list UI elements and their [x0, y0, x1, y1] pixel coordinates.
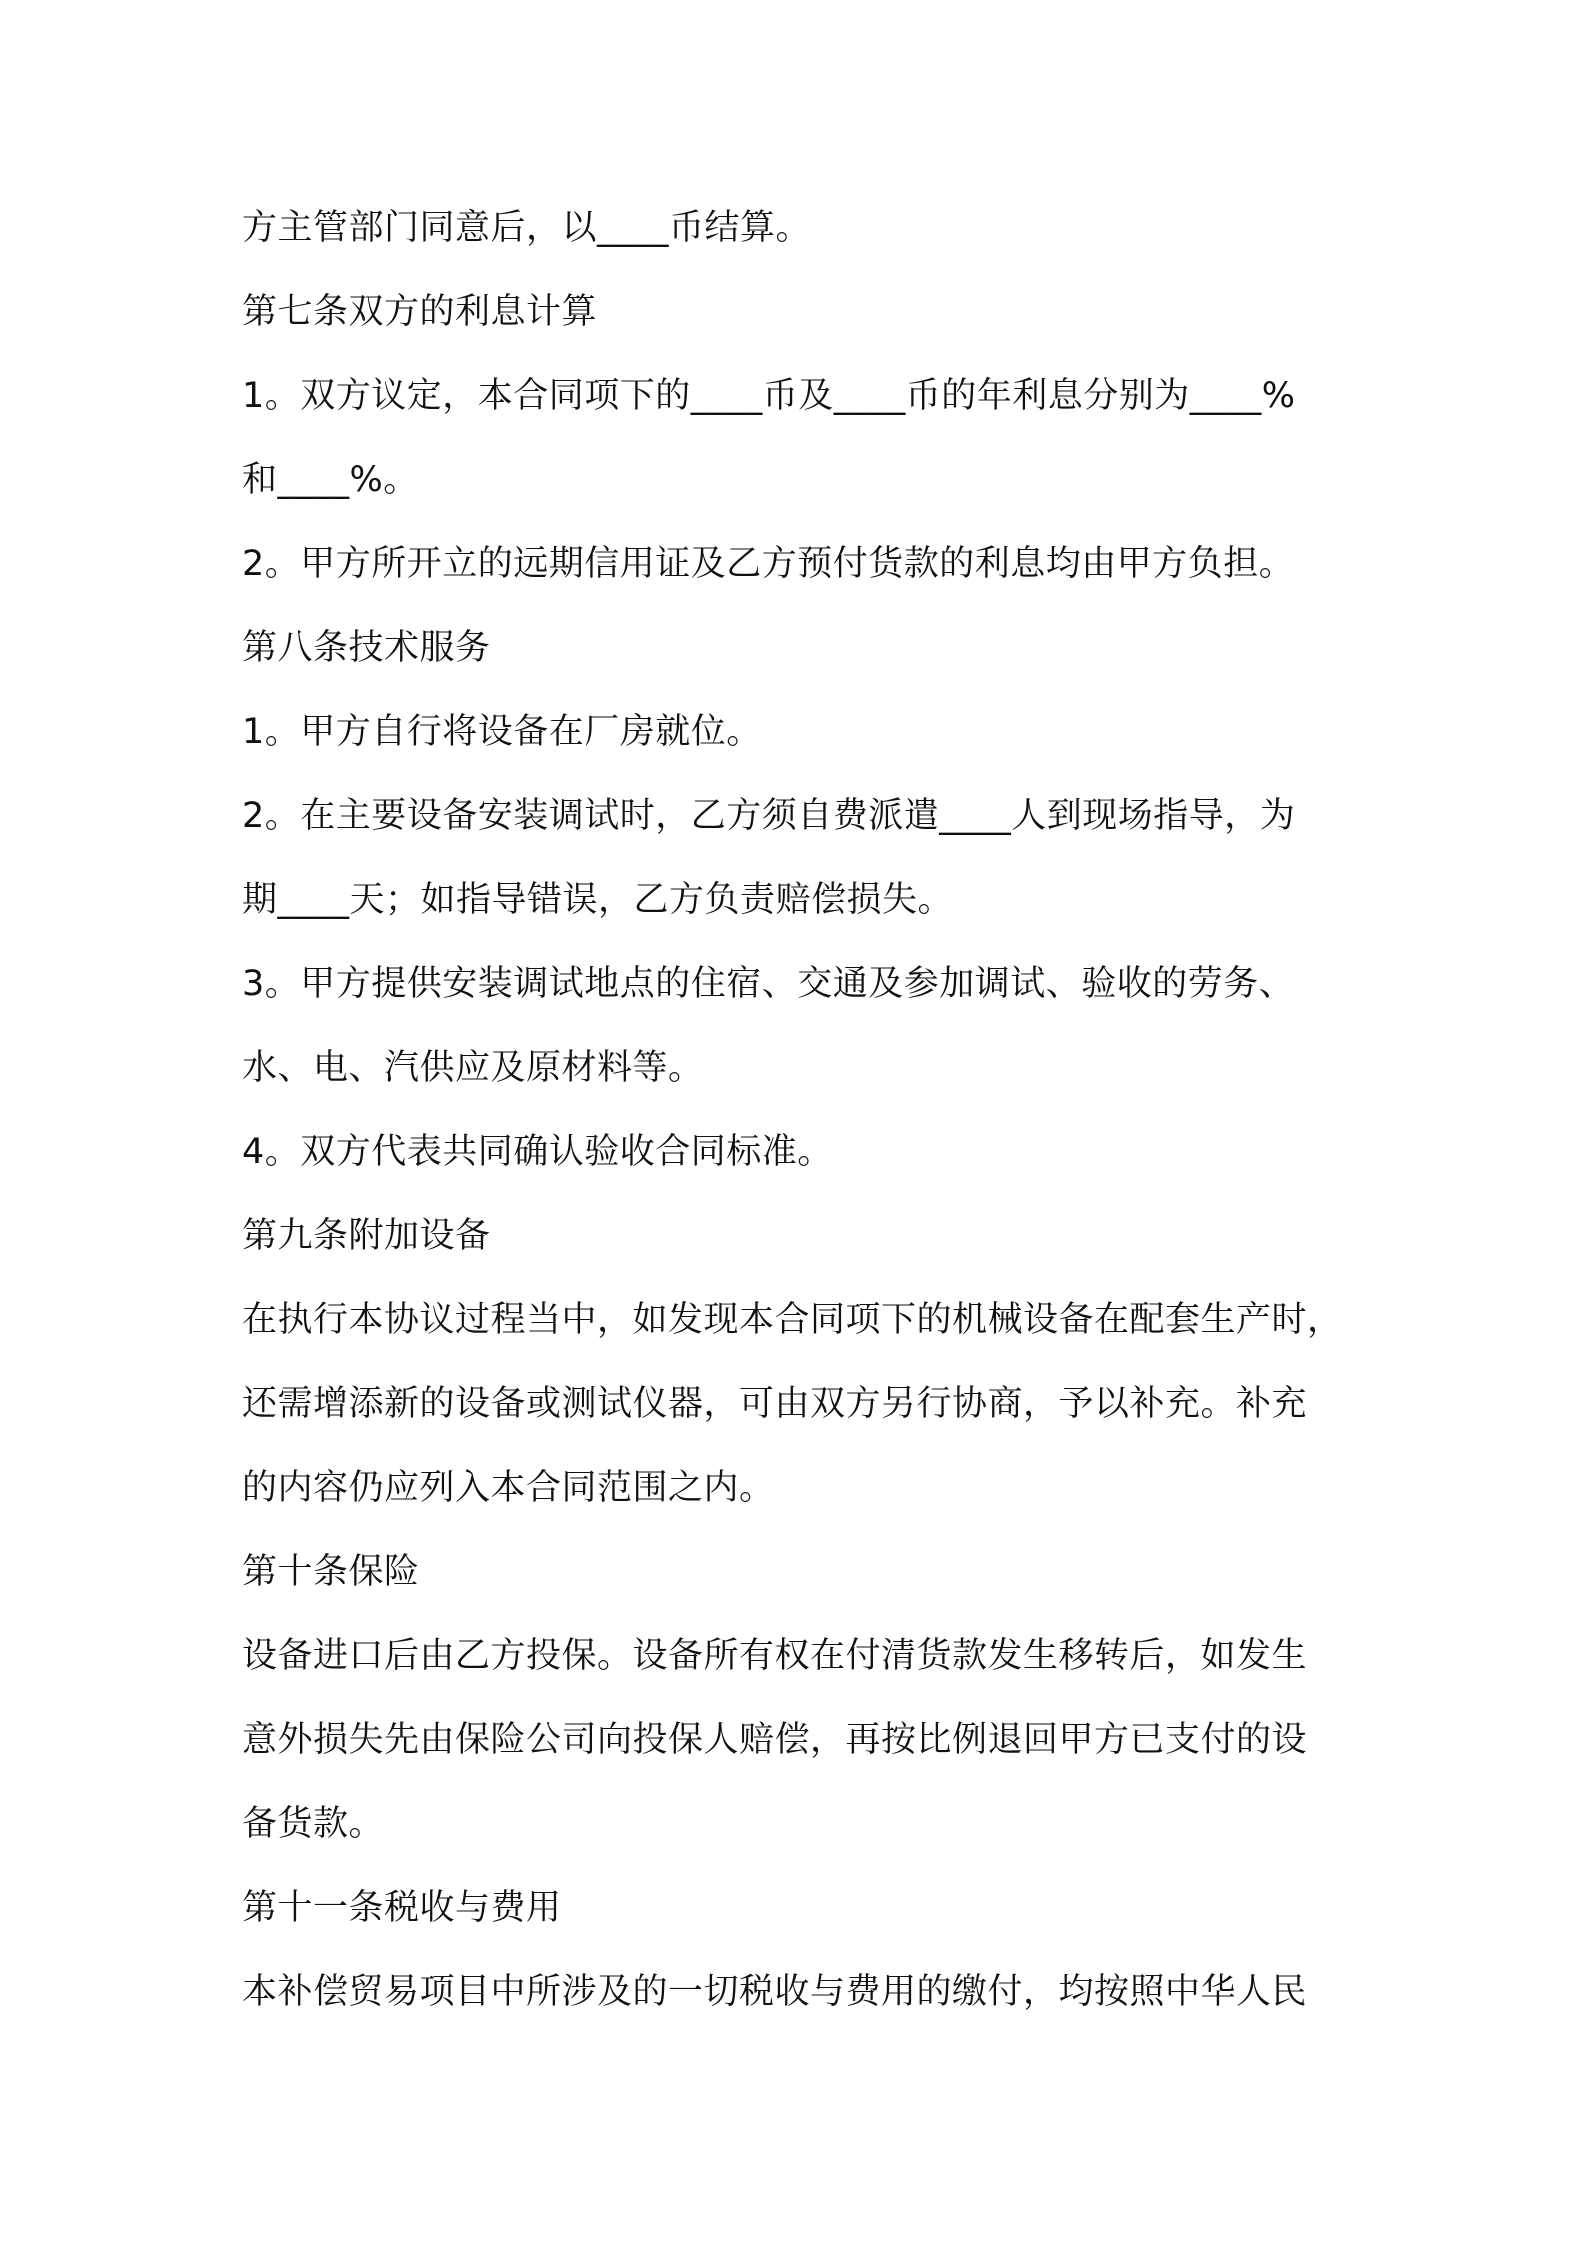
- text-line: 1。双方议定，本合同项下的____币及____币的年利息分别为____%: [242, 376, 1296, 416]
- text-line: 备货款。: [242, 1804, 385, 1844]
- section-heading: 第七条双方的利息计算: [242, 292, 598, 332]
- text-line: 3。甲方提供安装调试地点的住宿、交通及参加调试、验收的劳务、: [242, 964, 1295, 1004]
- text-line: 意外损失先由保险公司向投保人赔偿，再按比例退回甲方已支付的设: [242, 1720, 1308, 1760]
- text-line: 和____%。: [242, 460, 419, 500]
- text-line: 的内容仍应列入本合同范围之内。: [242, 1468, 775, 1508]
- section-heading: 第十条保险: [242, 1552, 420, 1592]
- section-heading: 第十一条税收与费用: [242, 1888, 562, 1928]
- section-heading: 第八条技术服务: [242, 628, 491, 668]
- text-line: 在执行本协议过程当中，如发现本合同项下的机械设备在配套生产时，: [242, 1300, 1343, 1340]
- section-heading: 第九条附加设备: [242, 1216, 491, 1256]
- text-line: 方主管部门同意后，以____币结算。: [242, 208, 812, 248]
- text-line: 还需增添新的设备或测试仪器，可由双方另行协商，予以补充。补充: [242, 1384, 1308, 1424]
- text-line: 水、电、汽供应及原材料等。: [242, 1048, 704, 1088]
- text-line: 2。在主要设备安装调试时，乙方须自费派遣____人到现场指导，为: [242, 796, 1296, 836]
- text-line: 2。甲方所开立的远期信用证及乙方预付货款的利息均由甲方负担。: [242, 544, 1295, 584]
- text-line: 设备进口后由乙方投保。设备所有权在付清货款发生移转后，如发生: [242, 1636, 1308, 1676]
- text-line: 4。双方代表共同确认验收合同标准。: [242, 1132, 833, 1172]
- text-line: 本补偿贸易项目中所涉及的一切税收与费用的缴付，均按照中华人民: [242, 1972, 1308, 2012]
- text-line: 1。甲方自行将设备在厂房就位。: [242, 712, 762, 752]
- text-line: 期____天；如指导错误，乙方负责赔偿损失。: [242, 880, 954, 920]
